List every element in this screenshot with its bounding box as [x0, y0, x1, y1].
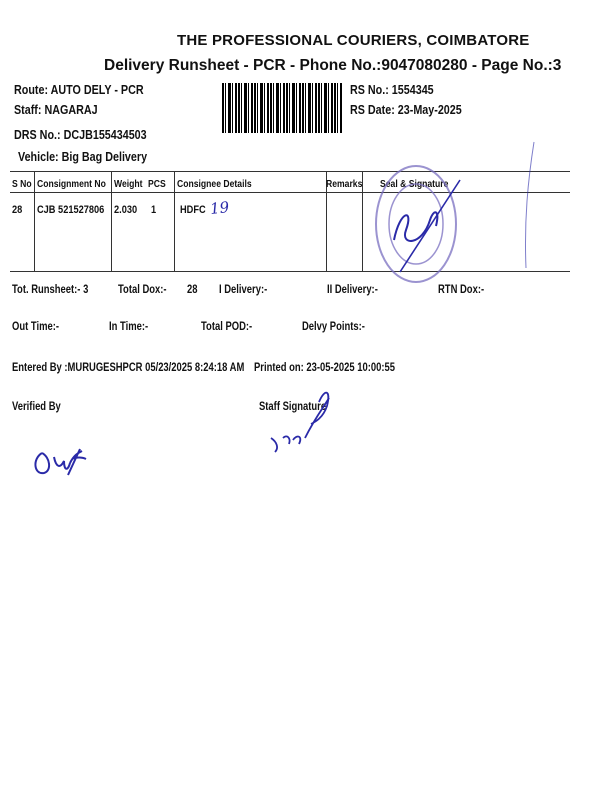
- ii-delivery: II Delivery:-: [327, 284, 378, 296]
- col-divider: [174, 171, 175, 271]
- header-sno: S No: [12, 178, 32, 190]
- staff-label: Staff: NAGARAJ: [14, 103, 98, 117]
- cell-sno: 28: [12, 204, 23, 216]
- drs-number: DRS No.: DCJB155434503: [14, 128, 147, 142]
- total-pod: Total POD:-: [201, 321, 253, 333]
- cell-consignee: HDFC: [180, 204, 206, 216]
- verified-signature: [30, 435, 90, 485]
- margin-pen-mark: [520, 140, 540, 270]
- route-label: Route: AUTO DELY - PCR: [14, 83, 144, 97]
- rs-date: RS Date: 23-May-2025: [350, 103, 462, 117]
- rtn-dox: RTN Dox:-: [438, 284, 485, 296]
- header-consignee-details: Consignee Details: [177, 178, 252, 190]
- delvy-points: Delvy Points:-: [302, 321, 365, 333]
- header-weight: Weight: [114, 178, 143, 190]
- printed-on: Printed on: 23-05-2025 10:00:55: [254, 362, 396, 374]
- staff-signature: [265, 378, 345, 458]
- vehicle-label: Vehicle: Big Bag Delivery: [18, 150, 148, 164]
- verified-by-label: Verified By: [12, 401, 61, 413]
- company-title: THE PROFESSIONAL COURIERS, COIMBATORE: [177, 32, 530, 49]
- cell-weight: 2.030: [114, 204, 138, 216]
- col-divider: [34, 171, 35, 271]
- barcode-image: [222, 83, 342, 133]
- out-time: Out Time:-: [12, 321, 59, 333]
- runsheet-title: Delivery Runsheet - PCR - Phone No.:9047080280 - Page No.:3: [104, 57, 562, 74]
- cell-pcs: 1: [151, 204, 157, 216]
- total-dox-value: 28: [187, 284, 198, 296]
- rs-number: RS No.: 1554345: [350, 83, 434, 97]
- in-time: In Time:-: [109, 321, 149, 333]
- header-remarks: Remarks: [326, 178, 363, 190]
- total-dox-label: Total Dox:-: [118, 284, 167, 296]
- i-delivery: I Delivery:-: [219, 284, 268, 296]
- header-pcs: PCS: [148, 178, 166, 190]
- cell-consignment-no: CJB 521527806: [37, 204, 105, 216]
- tot-runsheet: Tot. Runsheet:- 3: [12, 284, 89, 296]
- table-top-border: [10, 171, 570, 172]
- table-bottom-border: [10, 271, 570, 272]
- handwritten-note: 19: [209, 198, 230, 218]
- header-seal-signature: Seal & Signature: [380, 178, 449, 190]
- col-divider: [111, 171, 112, 271]
- staff-signature-label: Staff Signature: [259, 401, 327, 413]
- header-consignment-no: Consignment No: [37, 178, 106, 190]
- table-header-border: [10, 192, 570, 193]
- entered-by: Entered By :MURUGESHPCR 05/23/2025 8:24:18 AM: [12, 362, 245, 374]
- seal-stamp: [370, 150, 480, 290]
